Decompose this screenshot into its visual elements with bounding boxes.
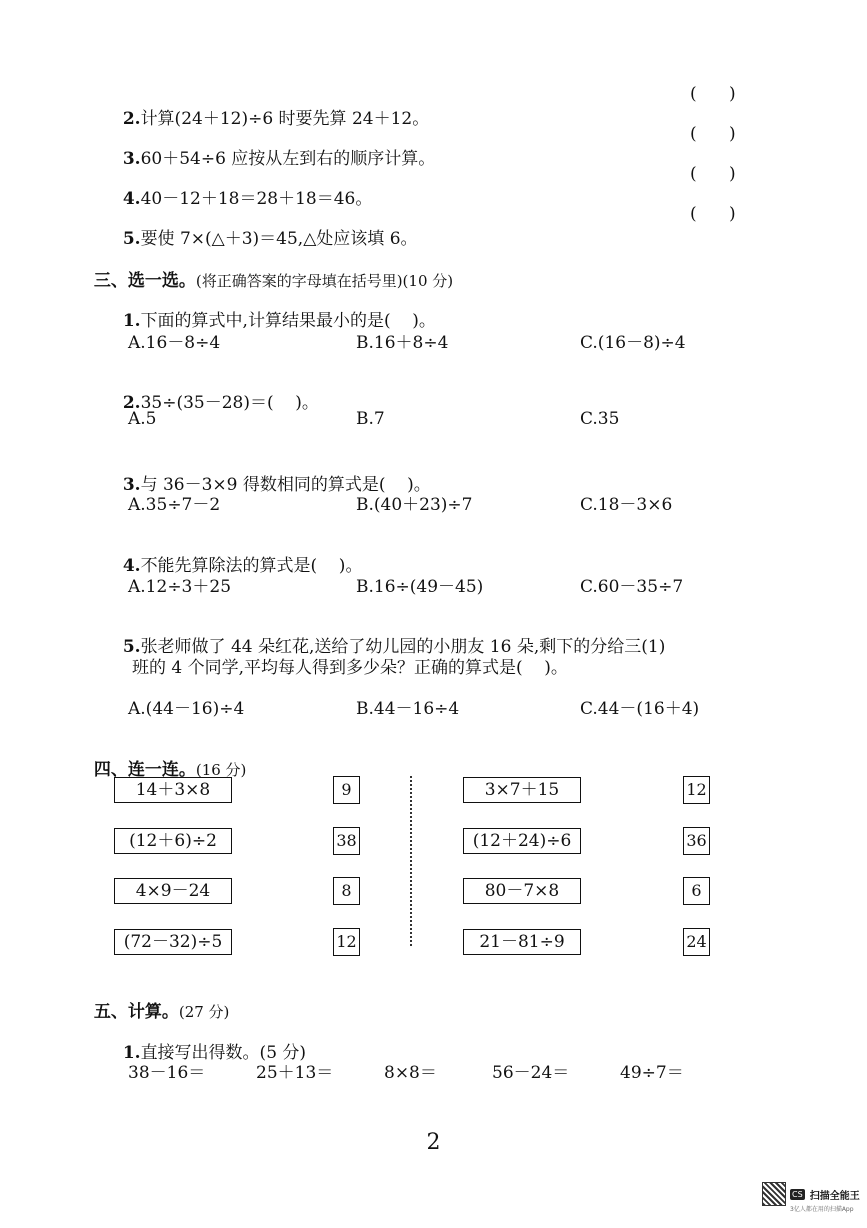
option-b[interactable]: B.44－16÷4 (356, 699, 460, 719)
expr-box[interactable]: 3×7＋15 (463, 777, 581, 803)
section-title (82, 246, 453, 291)
question (112, 612, 665, 657)
judge-item (112, 164, 372, 209)
section-heading: 四、连一连。 (93, 760, 196, 780)
item-text: 计算(24＋12)÷6 时要先算 24＋12。 (140, 109, 430, 129)
question-text: 35÷(35－28)＝( )。 (140, 393, 319, 413)
section-note: (27 分) (178, 1003, 230, 1021)
calc-item[interactable]: 56－24＝ (492, 1063, 570, 1083)
item-number: 5. (122, 637, 141, 657)
answer-paren[interactable]: ( ) (690, 124, 736, 144)
item-text: 40－12＋18＝28＋18＝46。 (140, 189, 373, 209)
option-b[interactable]: B.7 (356, 409, 385, 429)
item-number: 4. (122, 556, 141, 576)
option-a[interactable]: A.16－8÷4 (128, 333, 221, 353)
section-heading: 三、选一选。 (93, 271, 196, 291)
option-c[interactable]: C.18－3×6 (580, 495, 673, 515)
number-box[interactable]: 12 (683, 776, 710, 804)
scanner-logo-icon: CS (792, 1190, 803, 1199)
option-c[interactable]: C.44－(16＋4) (580, 699, 700, 719)
number-box[interactable]: 24 (683, 928, 710, 956)
judge-item (112, 124, 435, 169)
expr-box[interactable]: 80－7×8 (463, 878, 581, 904)
dotted-divider (410, 776, 412, 946)
item-number: 3. (122, 149, 141, 169)
number-box[interactable]: 9 (333, 776, 360, 804)
number-box[interactable]: 38 (333, 827, 360, 855)
expr-box[interactable]: (12＋6)÷2 (114, 828, 232, 854)
qr-code-icon (762, 1182, 786, 1206)
question-text: 不能先算除法的算式是( )。 (140, 556, 363, 576)
item-number: 4. (122, 189, 141, 209)
question (112, 368, 319, 413)
option-c[interactable]: C.(16－8)÷4 (580, 333, 686, 353)
item-text: 要使 7×(△＋3)＝45,△处应该填 6。 (140, 229, 418, 249)
calc-item[interactable]: 49÷7＝ (620, 1063, 684, 1083)
item-number: 2. (122, 393, 141, 413)
item-number: 3. (122, 475, 141, 495)
page-number: 2 (426, 1130, 441, 1155)
option-b[interactable]: B.16＋8÷4 (356, 333, 449, 353)
option-b[interactable]: B.(40＋23)÷7 (356, 495, 473, 515)
option-a[interactable]: A.(44－16)÷4 (128, 699, 245, 719)
section-note: (16 分) (195, 761, 247, 779)
brand-name: 扫描全能王 (809, 1191, 860, 1202)
question (112, 286, 436, 331)
expr-box[interactable]: 4×9－24 (114, 878, 232, 904)
option-c[interactable]: C.35 (580, 409, 620, 429)
option-a[interactable]: A.5 (128, 409, 157, 429)
answer-paren[interactable]: ( ) (690, 84, 736, 104)
expr-box[interactable]: (72－32)÷5 (114, 929, 232, 955)
item-number: 5. (122, 229, 141, 249)
number-box[interactable]: 8 (333, 877, 360, 905)
section-title (82, 735, 246, 780)
question-text: 下面的算式中,计算结果最小的是( )。 (140, 311, 436, 331)
calc-item[interactable]: 38－16＝ (128, 1063, 206, 1083)
judge-item (112, 204, 418, 249)
section-note: (将正确答案的字母填在括号里)(10 分) (195, 272, 454, 290)
item-number: 2. (122, 109, 141, 129)
calc-item[interactable]: 8×8＝ (384, 1063, 437, 1083)
section-title (82, 977, 229, 1022)
number-box[interactable]: 36 (683, 827, 710, 855)
option-a[interactable]: A.35÷7－2 (128, 495, 221, 515)
item-number: 1. (122, 1043, 141, 1063)
question-text: 与 36－3×9 得数相同的算式是( )。 (140, 475, 431, 495)
question (112, 531, 362, 576)
scanner-watermark (790, 1184, 860, 1213)
option-a[interactable]: A.12÷3＋25 (128, 577, 232, 597)
number-box[interactable]: 6 (683, 877, 710, 905)
number-box[interactable]: 12 (333, 928, 360, 956)
sub-question-text: 直接写出得数。(5 分) (140, 1043, 307, 1063)
judge-item (112, 84, 429, 129)
sub-question (112, 1018, 306, 1063)
item-text: 60＋54÷6 应按从左到右的顺序计算。 (140, 149, 436, 169)
question-text: 张老师做了 44 朵红花,送给了幼儿园的小朋友 16 朵,剩下的分给三(1) (140, 637, 666, 657)
question (112, 450, 431, 495)
question-text-continued: 班的 4 个同学,平均每人得到多少朵？正确的算式是( )。 (132, 658, 568, 678)
option-b[interactable]: B.16÷(49－45) (356, 577, 484, 597)
expr-box[interactable]: 21－81÷9 (463, 929, 581, 955)
expr-box[interactable]: (12＋24)÷6 (463, 828, 581, 854)
expr-box[interactable]: 14＋3×8 (114, 777, 232, 803)
calc-item[interactable]: 25＋13＝ (256, 1063, 334, 1083)
section-heading: 五、计算。 (93, 1002, 179, 1022)
brand-subtitle: 3亿人都在用的扫描App (790, 1206, 854, 1213)
answer-paren[interactable]: ( ) (690, 204, 736, 224)
option-c[interactable]: C.60－35÷7 (580, 577, 684, 597)
answer-paren[interactable]: ( ) (690, 164, 736, 184)
item-number: 1. (122, 311, 141, 331)
